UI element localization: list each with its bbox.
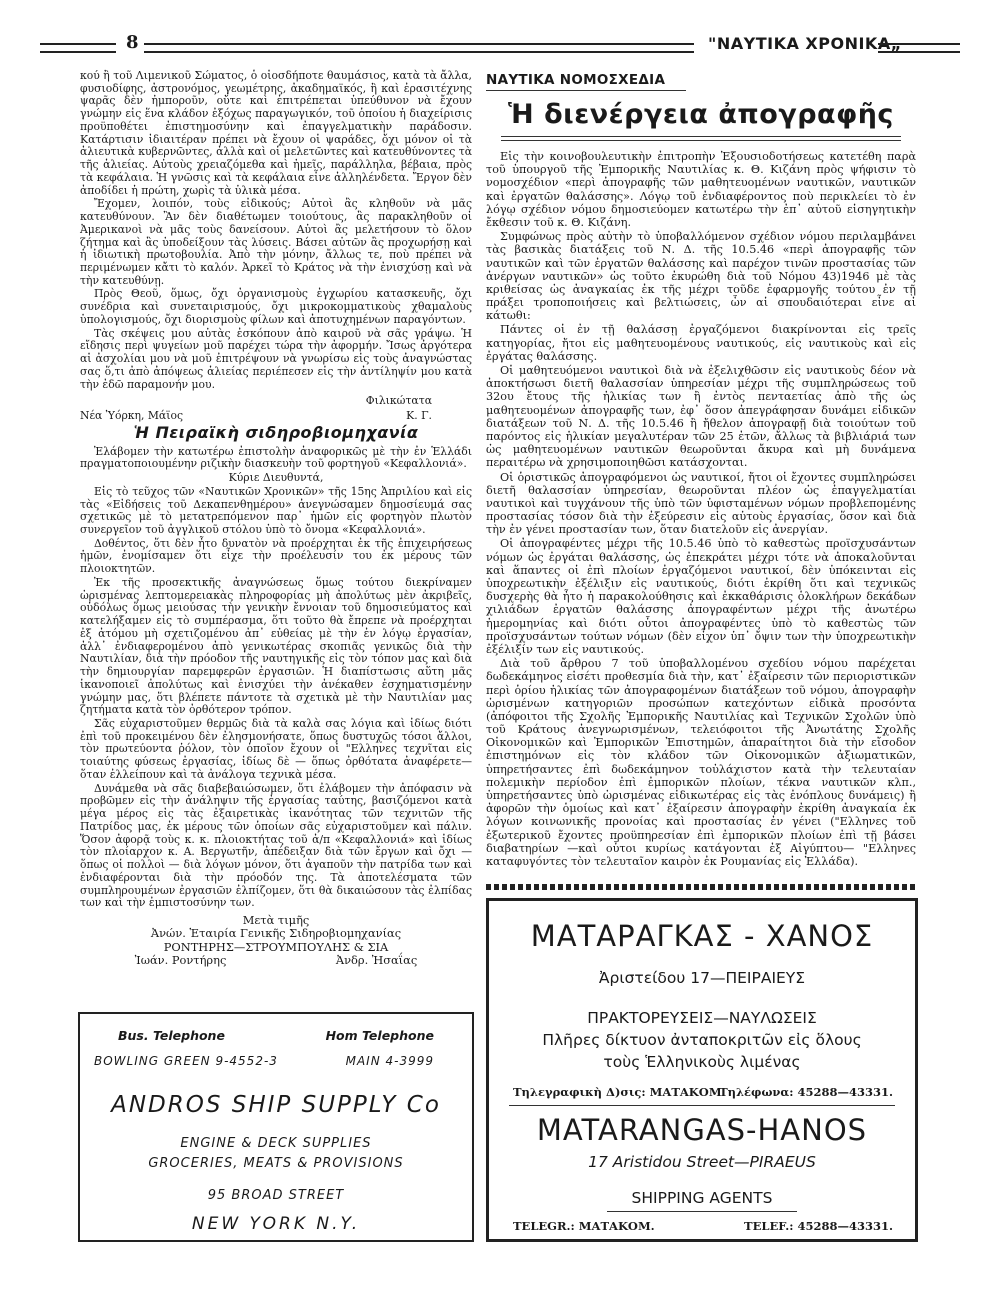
company: Ἀνών. Ἑταιρία Γενικῆς Σιδηροβιομηχανίας [150,926,402,941]
greek-services: ΠΡΑΚΤΟΡΕΥΣΕΙΣ—ΝΑΥΛΩΣΕΙΣ [587,1009,817,1027]
mataragkas-hanos-ad [486,898,918,1242]
headline: Ἡ διενέργεια ἀπογραφῆς [508,99,894,130]
andros-address: 95 BROAD STREET [207,1188,345,1203]
signature-line [80,410,472,423]
subheadline: Ἡ Πειραϊκὴ σιδηροβιομηχανία [133,422,419,442]
right-article-heading [486,72,916,141]
section-label-rule [486,90,686,91]
article-paragraph: Συμφώνως πρὸς αὐτὴν τὸ ὑποβαλλόμενον σχέδιον νόμου περιλαμβάνει τὰς βασικὰς διατάξεις τοῦ Ν. Δ. τῆς 10.5.46 «περὶ ἀπογραφῆς τῶν ναυτικῶν καὶ τῶν ἐργατῶν θαλάσσης καὶ παρέχον τινῶν προστασίας τῶν ἀνέργων ναυτικῶν» ὡς τοῦτο ἐκυρώθη διὰ τοῦ Νόμου 43)1946 μὲ τὰς κριθείσας ὡς ἀναγκαίας ἐκ τῆς μέχρι τοῦδε ἐφαρμογῆς τούτου ἐν τῇ πράξει τροποποιήσεις καὶ βελτιώσεις, ὧν αἱ σπουδαιότεραι εἶνε αἱ κάτωθι: [486,230,916,323]
english-services: SHIPPING AGENTS [631,1189,773,1207]
company-name: ΡΟΝΤΗΡΗΣ—ΣΤΡΟΥΜΠΟΥΛΗΣ & ΣΙΑ [163,939,389,954]
publication-title: "ΝΑΥΤΙΚΑ ΧΡΟΝΙΚΑ„ [708,34,902,53]
article-paragraph: Οἱ ἀπογραφέντες μέχρι τῆς 10.5.46 ὑπὸ τὸ καθεστὼς προϊσχυσάντων νόμων ὡς ἐργάται θαλάσσης, ὡς ἐπεκράτει μέχρι τότε νὰ ἀποκαλοῦνται καὶ ἅπαντες οἱ ἐπὶ πλοίων ἐργαζόμενοι ναυτικοί, δὲν ὑπόκεινται εἰς ὑποχρεωτικὴν ἐξέλιξιν εἰς ναυτικούς, διότι ἐκρίθη ὅτι καὶ τεχνικῶς δυσχερὴς θὰ ἦτο ἡ παρακολούθησις καὶ ἐκκαθάρισις ὁλοκλήρων δεκάδων χιλιάδων ἐργατῶν θαλάσσης ἀπογραφέντων μέχρι τῆς ἀνωτέρω ἡμερομηνίας καὶ διότι οὗτοι ἀπογραφέντες ὑπὸ τὸ καθεστὼς τῶν προϊσχυσάντων τούτων νόμων (δὲν εἶχον ὑπ᾽ ὄψιν των τὴν ὑποχρεωτικὴν ἐξέλιξίν των εἰς ναυτικούς. [486,537,916,656]
article-paragraph: Διὰ τοῦ ἄρθρου 7 τοῦ ὑποβαλλομένου σχεδίου νόμου παρέχεται δωδεκάμηνος εἰσέτι προθεσμία διὰ τὴν, κατ᾽ ἐξαίρεσιν τῶν περιοριστικῶν περὶ ὁρίου ἡλικίας τῶν ἀπογραφομένων διατάξεων τοῦ νόμου, ἀπογραφὴν ὡρισμένων κατηγοριῶν προσώπων κατεχόντων εἰδικὰ προσόντα (ἀπόφοιτοι τῆς Σχολῆς Ἐμπορικῆς Ναυτιλίας καὶ Τεχνικῶν Σχολῶν ὑπὸ τοῦ Κράτους ἀνεγνωρισμένων, τελειόφοιτοι τῆς Ἀνωτάτης Σχολῆς Οἰκονομικῶν καὶ Ἐμπορικῶν Ἐπιστημῶν, ἀπαραίτητοι διὰ τὴν εἴσοδον ἐπιστημόνων εἰς τὸν κλάδον τῶν Οἰκονομικῶν ἀξιωματικῶν, ὑπηρετήσαντες ἐπὶ δωδεκάμηνον τοὐλάχιστον κατὰ τὴν τελευταίαν πολεμικὴν περίοδον ἐπὶ ἐμπορικῶν πλοίων, τέκνα ναυτικῶν κλπ., ὑπηρετήσαντες ὑπὸ ὡρισμένας εἰδικωτέρας εἰς τὰς ἐνόπλους δυνάμεις) ἢ ἀφορῶν τὴν ὁμοίως καὶ κατ᾽ ἐξαίρεσιν ἀπογραφὴν ἐκρίθη ἀναγκαία ἐκ λόγων κοινωνικῆς προνοίας καὶ προστασίας ἐν γένει ("Ελληνες τοῦ ἐξωτερικοῦ ἔχοντες προϋπηρεσίαν ἐπὶ ἐμπορικῶν πλοίων ἐπὶ τῇ βάσει διαβατηρίων —καὶ οὗτοι κυρίως κατάγονται ἐξ Αἰγύπτου— "Ελληνες καταφυγόντες τὸν τελευταῖον καιρὸν ἐκ Ρουμανίας εἰς Ἑλλάδα). [486,657,916,868]
home-phone-label: Hom Telephone [325,1028,434,1043]
english-address: 17 Aristidou Street—PIRAEUS [588,1153,816,1171]
article-paragraph: Πρὸς Θεοῦ, ὅμως, ὄχι ὀργανισμοὺς ἐγχωρίου κατασκευῆς, ὄχι συνέδρια καὶ συνεταιρισμούς, ὄχι μικροκομματικοὺς χθαμαλοὺς ὑπολογισμούς, ὄχι διορισμοὺς φίλων καὶ ἀποτυχημένων παραγόντων. [80,287,472,326]
andros-ship-supply-ad [78,1012,474,1242]
greek-network-line-2: τοὺς Ἑλληνικοὺς λιμένας [603,1053,801,1071]
greek-phones: Τηλέφωνα: 45288—43331. [719,1085,893,1099]
andros-city: NEW YORK N.Y. [191,1214,361,1234]
greek-telegraph: Τηλεγραφικὴ Δ)σις: ΜΑΤΑΚΟΜ. [513,1085,726,1099]
english-telegraph: TELEGR.: ΜΑΤΑΚΟΜ. [513,1219,655,1233]
letter-signature [80,914,472,968]
letter-paragraph: Δοθέντος, ὅτι δὲν ἦτο δυνατὸν νὰ προέρχηται ἐκ τῆς ἐπιχειρήσεως ἡμῶν, ἐνομίσαμεν ὅτι εἶχε τὴν προέλευσίν του ἐκ μέρους τῶν πλοιοκτητῶν. [80,536,472,576]
intro-paragraph: Ἐλάβομεν τὴν κατωτέρω ἐπιστολὴν ἀναφορικῶς μὲ τὴν ἐν Ἑλλάδι πραγματοποιουμένην ριζικὴν διασκευὴν τοῦ φορτηγοῦ «Κεφαλλονιά». [80,444,472,471]
ad-top-dotted-rule [486,884,918,890]
andros-name: ANDROS SHIP SUPPLY Co [111,1092,441,1118]
article-paragraph: Οἱ μαθητευόμενοι ναυτικοὶ διὰ νὰ ἐξελιχθῶσιν εἰς ναυτικοὺς δέον νὰ ἀποκτήσωσι διετῆ θαλασσίαν ὑπηρεσίαν μέχρι τῆς συμπληρώσεως τοῦ 32ου ἔτους τῆς ἡλικίας των ἢ ἐντὸς πενταετίας ἀπὸ τῆς ὡς μαθητευομένων ἀπογραφῆς των, ἐφ᾽ ὅσον ἀπεγράφησαν δυνάμει εἰδικῶν διατάξεων τοῦ Ν. Δ. τῆς 10.5.46 ἢ ἤθελον ἀπογραφῇ διὰ τοιούτων τοῦ παρόντος εἰς ἡλικίαν μεγαλυτέραν τῶν 25 ἐτῶν, ἄλλως τὰ βιβλιάριά των ὡς μαθητευομένων ναυτικῶν θεωροῦνται ἄκυρα καὶ μὴ δυνάμενα περαιτέρω νὰ χρησιμοποιηθῶσι κατάσχονται. [486,364,916,470]
salutation: Κύριε Διευθυντά, [228,471,324,485]
signatory: Ἀνδρ. Ἠσαΐας [335,953,418,968]
place-date: Νέα Ὑόρκη, Μάϊος [80,409,184,423]
closing: Φιλικώτατα [365,394,432,408]
header-rule-right [878,43,960,53]
signatory: Ἰωάν. Ροντήρης [134,953,227,968]
right-column [486,150,916,869]
article-paragraph: Ἔχομεν, λοιπόν, τοὺς εἰδικούς; Αὐτοὶ ἂς κληθοῦν νὰ μᾶς κατευθύνουν. Ἂν δὲν διαθέτωμεν τοιούτους, ἂς παρακληθοῦν οἱ Ἀμερικανοὶ νὰ μᾶς τοὺς δανείσουν. Αὐτοὶ ἂς μελετήσουν τὸ ὅλον ζήτημα καὶ ἂς ὑποδείξουν τὰς λύσεις. Βάσει αὐτῶν ἂς προχωρήσῃ καὶ ἡ ἰδιωτικὴ πρωτοβουλία. Ἀπὸ τὴν μόνην, ἄλλως τε, ποὺ πρέπει νὰ περιμένωμεν κἄτι τὸ καλόν. Ἀρκεῖ τὸ Κράτος νὰ τὴν ἐνισχύσῃ καὶ νὰ τὴν κατευθύνῃ. [80,197,472,287]
headline-rule [501,136,901,141]
letter-paragraph: Δυνάμεθα νὰ σᾶς διαβεβαιώσωμεν, ὅτι ἐλάβομεν τὴν ἀπόφασιν νὰ προβῶμεν εἰς τὴν ἀνάληψιν τῆς ἐργασίας ταύτης, βασιζόμενοι κατὰ μέγα μέρος εἰς τὰς ἐξαιρετικὰς ἱκανότητας τῶν τεχνιτῶν τῆς Πατρίδος μας, ἐκ μέρους τῶν ὁποίων σᾶς εὐχαριστοῦμεν καὶ πάλιν. Ὅσον ἀφορᾷ τοὺς κ. κ. πλοιοκτήτας τοῦ ἀ/π «Κεφαλλονιά» καὶ ἰδίως τὸν πλοίαρχον κ. Α. Βεργωτῆν, ἀπέδειξαν διὰ τῶν ἔργων καὶ ὄχι — ὅπως οἱ πολλοὶ — διὰ λόγων μόνον, ὅτι ἀγαποῦν τὴν πατρίδα των καὶ ἐνδιαφέρονται διὰ τὴν πρόοδόν της. Τὰ ἀποτελέσματα τῶν συμπληρουμένων ἐργασιῶν ἐλπίζομεν, ὅτι θὰ δικαιώσουν τὰς ἐλπίδας των καὶ τὴν ἐμπιστοσύνην των. [80,781,472,910]
business-phone-number: BOWLING GREEN 9-4552-3 [94,1054,278,1068]
letter-paragraph: Εἰς τὸ τεῦχος τῶν «Ναυτικῶν Χρονικῶν» τῆς 15ης Ἀπριλίου καὶ εἰς τὰς «Εἰδήσεις τοῦ Δεκαπενθημέρου» ἀνεγνώσαμεν δημοσίευμά σας σχετικῶς μὲ τὸ μετατρεπόμενον παρ᾽ ἡμῶν εἰς φορτηγὸν πλωτὸν συνεργεῖον τοῦ ἀγγλικοῦ στόλου ὑπὸ τὸ ὄνομα «Κεφαλλονιά». [80,484,472,536]
left-column [80,70,472,968]
andros-line-1: ENGINE & DECK SUPPLIES [180,1136,372,1151]
header-rule-middle [144,43,694,53]
english-phones: TELEF.: 45288—43331. [744,1219,893,1233]
page-number: 8 [126,32,139,53]
header-rule-left [40,43,116,53]
ad-divider [509,1105,895,1106]
andros-line-2: GROCERIES, MEATS & PROVISIONS [148,1156,404,1171]
article-paragraph: Οἱ ὁριστικῶς ἀπογραφόμενοι ὡς ναυτικοί, ἤτοι οἱ ἔχοντες συμπληρώσει διετῆ θαλασσίαν ὑπηρεσίαν, θεωροῦνται πλέον ὡς ἐπαγγελματίαι ναυτικοὶ καὶ τυγχάνουν τῆς ὑπὸ τῶν ὑφισταμένων νόμων προβλεπομένης προστασίας τόσον διὰ τὴν ἐξεύρεσιν εἰς αὐτοὺς ἐργασίας, ὅσον καὶ διὰ τὴν ἐν γένει προστασίαν των, ὅταν διατελοῦν εἰς ἀνεργίαν. [486,470,916,537]
services-underline [607,1211,797,1212]
greek-address: Ἀριστείδου 17—ΠΕΙΡΑΙΕΥΣ [598,969,806,987]
greek-network-line-1: Πλῆρες δίκτυον ἀνταποκριτῶν εἰς ὅλους [542,1031,862,1049]
section-label: ΝΑΥΤΙΚΑ ΝΟΜΟΣΧΕΔΙΑ [486,72,666,88]
article-paragraph: Τὰς σκέψεις μου αὐτὰς ἐσκόπουν ἀπὸ καιροῦ νὰ σᾶς γράψω. Ἡ εἴδησις περὶ ψυγείων μοῦ παρέχει τώρα τὴν ἀφορμήν. Ἴσως ἀργότερα αἱ ἀσχολίαι μου νὰ μοῦ ἐπιτρέψουν νὰ γνωρίσω εἰς τοὺς ἀναγνώστας σας ὅ,τι ἀπὸ ἀπόψεως ἁλιείας περιέπεσεν εἰς τὴν ἀντίληψίν μου κατὰ τὴν ἐδῶ παραμονήν μου. [80,326,472,391]
greek-company-name: ΜΑΤΑΡΑΓΚΑΣ - ΧΑΝΟΣ [530,919,874,953]
initials: Κ. Γ. [406,409,432,423]
page-header [40,32,960,56]
signatories [80,954,472,967]
article-paragraph: Εἰς τὴν κοινοβουλευτικὴν ἐπιτροπὴν Ἐξουσιοδοτήσεως κατετέθη παρὰ τοῦ ὑπουργοῦ τῆς Ἐμπορικῆς Ναυτιλίας κ. Θ. Κιζάνη πρὸς ψήφισιν τὸ νομοσχέδιον «περὶ ἀπογραφῆς τῶν μαθητευομένων ναυτικῶν, ναυτικῶν καὶ ἐργατῶν θαλάσσης». Λόγῳ τοῦ ἐνδιαφέροντος ποὺ περικλείει τὸ ἐν λόγῳ σχέδιον νόμου δημοσιεύομεν κατωτέρω τὴν ἐπ᾽ αὐτοῦ εἰσηγητικὴν ἔκθεσιν τοῦ κ. Θ. Κιζάνη. [486,150,916,229]
letter-paragraph: Ἐκ τῆς προσεκτικῆς ἀναγνώσεως ὅμως τούτου διεκρίναμεν ὡρισμένας λεπτομερειακὰς πληροφορίας μὴ ἀπολύτως μὲν ἀκριβεῖς, οὐδόλως ὅμως μειούσας τὴν γενικὴν ἔννοιαν τοῦ δημοσιεύματος καὶ κατελήξαμεν εἰς τὸ συμπέρασμα, ὅτι τοῦτο θὰ ἔπρεπε νὰ προέρχηται ἐξ ἀτόμου μὴ σχετιζομένου ἀπ᾽ εὐθείας μὲ τὴν ἐν λόγῳ ἐργασίαν, ἀλλ᾽ ἐνδιαφερομένου ἀπὸ γενικωτέρας σκοπιᾶς γενικῶς διὰ τὴν Ναυτιλίαν, διὰ τὴν πρόοδον τῆς ναυτηγικῆς εἰς τὸν τόπον μας καὶ διὰ τὴν δημιουργίαν παρεμφερῶν ἐργασιῶν. Ἡ διαπίστωσις αὕτη μᾶς ἱκανοποιεῖ ἀπολύτως καὶ ἐνισχύει τὴν ἀνέκαθεν ἐσχηματισμένην γνώμην μας, ὅτι βλέπετε πάντοτε τὰ σχετικὰ μὲ τὴν Ναυτιλίαν μας ζητήματα κατὰ τὸν ὀρθότερον τρόπον. [80,575,472,717]
regards: Μετὰ τιμῆς [242,913,310,927]
business-phone-label: Bus. Telephone [118,1028,225,1043]
letter-paragraph: Σᾶς εὐχαριστοῦμεν θερμῶς διὰ τὰ καλὰ σας λόγια καὶ ἰδίως διότι ἐπὶ τοῦ προκειμένου δὲν ἐλησμονήσατε, ὅπως δυστυχῶς τόσοι ἄλλοι, τὸν πρωτεύοντα ῥόλον, τὸν ὁποῖον ἔχουν οἱ "Ελληνες τεχνῖται εἰς τοιαύτης φύσεως ἐργασίας, ἰδίως δὲ — ὅπως ὀρθότατα ἀναφέρετε— ὅταν ἐλλείπουν καὶ τὰ ἀνάλογα τεχνικὰ μέσα. [80,716,472,781]
article-paragraph: κού ἢ τοῦ Λιμενικοῦ Σώματος, ὁ οἱοσδήποτε θαυμάσιος, κατὰ τὰ ἄλλα, φυσιοδίφης, ἀστρονόμος, γεωμέτρης, ἀκαδημαϊκός, ἢ καὶ ἐρασιτέχνης ψαρᾶς δὲν ἠμποροῦν, οὔτε καὶ ἐπιτρέπεται ὑπεύθυνον νὰ ἔχουν γνώμην εἰς ἕνα κλάδον ἐξόχως παραγωγικόν, τοῦ ὁποίου ἡ διαχείρισις προϋποθέτει ἐπιστημοσύνην καὶ ἐπαγγελματικὴν παράδοσιν. Κατάρτισιν ἰδιαιτέραν πρέπει νὰ ἔχουν οἱ ψαράδες, ὄχι μόνον οἱ τὰ ἁλιευτικὰ κυβερνῶντες, ἀλλὰ καὶ οἱ μελετῶντες καὶ κατευθύνοντες τὰ τῆς ἁλιείας. Αὐτοὺς χρειαζόμεθα καὶ ἡμεῖς, παράλληλα, βέβαια, πρὸς τὰ κεφάλαια. Ἡ γνῶσις καὶ τὰ κεφάλαια εἶνε ἀλληλένδετα. Ἔργον δὲν ἀποδίδει ἡ πρώτη, χωρὶς τὰ ὑλικὰ μέσα. [80,69,472,197]
article-paragraph: Πάντες οἱ ἐν τῇ θαλάσσῃ ἐργαζόμενοι διακρίνονται εἰς τρεῖς κατηγορίας, ἤτοι εἰς μαθητευομένους ναυτικούς, εἰς ναυτικοὺς καὶ εἰς ἐργάτας θαλάσσης. [486,323,916,363]
home-phone-number: MAIN 4-3999 [345,1054,434,1068]
english-company-name: MATARANGAS-HANOS [536,1113,868,1147]
